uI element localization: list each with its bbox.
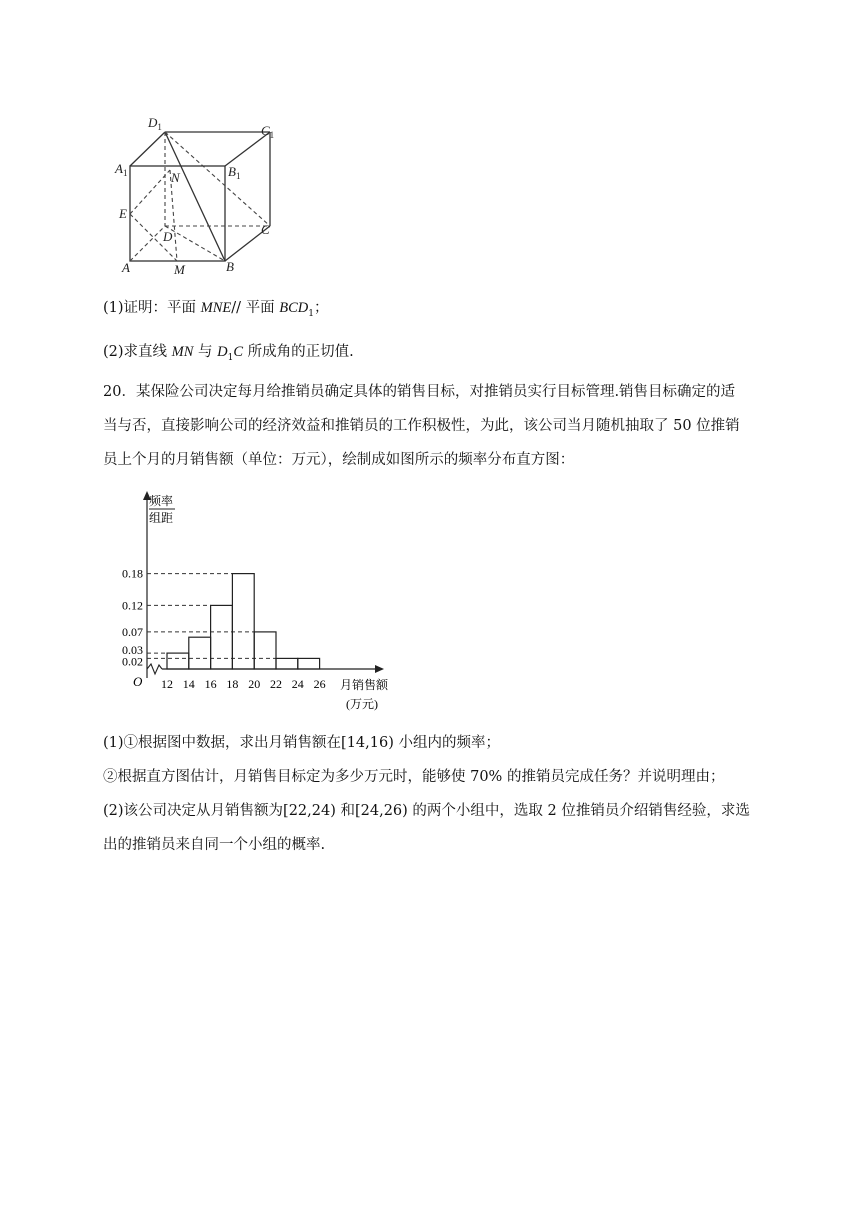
y-tick-label: 0.18 xyxy=(122,566,143,581)
histogram-bar xyxy=(189,637,211,669)
q20-sub1-a: (1)①根据图中数据，求出月销售额在[14,16) 小组内的频率； xyxy=(103,735,500,751)
x-tick-label: 20 xyxy=(248,677,261,691)
origin-label: O xyxy=(133,674,143,689)
edge-d1b xyxy=(165,132,225,261)
label-d: D xyxy=(163,229,173,244)
label-d1: $D_1$ xyxy=(148,115,162,132)
x-tick-label: 26 xyxy=(313,677,326,691)
frequency-histogram xyxy=(100,488,400,718)
y-tick-label: 0.02 xyxy=(122,654,143,669)
x-tick-label: 22 xyxy=(270,677,282,691)
x-tick-label: 18 xyxy=(226,677,239,691)
histogram-bar xyxy=(167,653,189,669)
label-b1: $B_1$ xyxy=(228,164,241,181)
y-label-bottom: 组距 xyxy=(149,511,174,525)
q20-sub1-b: ②根据直方图估计，月销售目标定为多少万元时，能够使 70% 的推销员完成任务？并说明理由； xyxy=(103,769,725,785)
edge-d1c-hidden xyxy=(165,132,270,226)
label-c: C xyxy=(261,222,270,237)
histogram-bar xyxy=(232,574,254,669)
histogram-bar xyxy=(211,605,233,669)
x-tick-label: 12 xyxy=(161,677,173,691)
q20-sub2-b: 出的推销员来自同一个小组的概率. xyxy=(103,837,326,853)
edge-db-hidden xyxy=(165,226,225,261)
histogram-bar xyxy=(254,632,276,669)
edge-en-hidden xyxy=(130,170,170,214)
y-tick-label: 0.03 xyxy=(122,643,143,658)
histogram-bar xyxy=(298,658,320,669)
q20-line3: 员上个月的月销售额（单位：万元），绘制成如图所示的频率分布直方图： xyxy=(103,452,575,468)
label-b: B xyxy=(226,259,234,274)
x-tick-label: 24 xyxy=(291,677,304,691)
x-axis-unit: (万元) xyxy=(346,697,378,711)
q19-part2: (2)求直线 MN 与 $D_1C$ 所成角的正切值. xyxy=(103,344,354,363)
label-c1: $C_1$ xyxy=(261,123,275,140)
histogram-bar xyxy=(276,658,298,669)
x-axis-arrow xyxy=(375,665,384,673)
q20-line2: 当与否，直接影响公司的经济效益和推销员的工作积极性，为此，该公司当月随机抽取了 50 位推销 xyxy=(103,418,740,434)
label-a1: $A_1$ xyxy=(115,161,128,178)
y-tick-label: 0.12 xyxy=(122,598,143,613)
label-m: M xyxy=(174,262,185,277)
q19-part1: (1)证明：平面 MNE// 平面 $BCD_1$； xyxy=(103,300,329,319)
y-label-top: 频率 xyxy=(149,494,174,508)
x-tick-label: 16 xyxy=(204,677,217,691)
label-n: N xyxy=(171,170,180,185)
edge-a1d1 xyxy=(130,132,165,166)
y-tick-label: 0.07 xyxy=(122,624,143,639)
cube-figure xyxy=(110,108,290,280)
x-tick-label: 14 xyxy=(182,677,195,691)
label-e: E xyxy=(119,206,127,221)
q20-line1: 20．某保险公司决定每月给推销员确定具体的销售目标，对推销员实行目标管理.销售目标确定的适 xyxy=(103,384,736,400)
x-axis-label: 月销售额 xyxy=(340,678,389,692)
label-a: A xyxy=(122,260,130,275)
q20-sub2-a: (2)该公司决定从月销售额为[22,24) 和[24,26) 的两个小组中，选取 2 位推销员介绍销售经验，求选 xyxy=(103,803,750,819)
axis-break xyxy=(147,664,162,674)
